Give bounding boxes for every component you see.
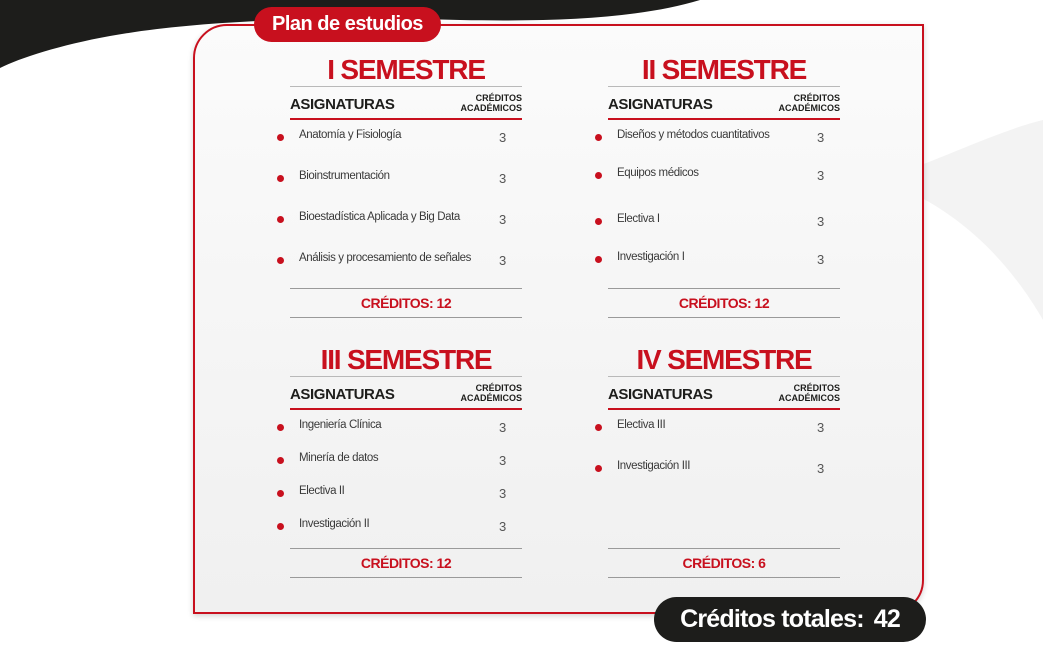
bullet-icon xyxy=(595,218,602,225)
course-name: Anatomía y Fisiología xyxy=(299,129,402,141)
course-name: Bioestadística Aplicada y Big Data xyxy=(299,211,460,223)
course-row xyxy=(595,213,827,233)
semester-title: I SEMESTRE xyxy=(327,54,485,85)
table-header xyxy=(290,376,522,410)
header-credits: CRÉDITOS ACADÉMICOS xyxy=(778,383,840,403)
bullet-icon xyxy=(595,465,602,472)
plan-label: Plan de estudios xyxy=(254,7,441,42)
course-row xyxy=(595,460,827,480)
course-credits: 3 xyxy=(817,168,825,183)
bullet-icon xyxy=(277,257,284,264)
header-subjects: ASIGNATURAS xyxy=(608,96,713,113)
bullet-icon xyxy=(277,457,284,464)
semester-4 xyxy=(608,345,840,580)
course-credits: 3 xyxy=(499,486,507,501)
course-credits: 3 xyxy=(499,171,507,186)
bullet-icon xyxy=(277,216,284,223)
course-name: Ingeniería Clínica xyxy=(299,419,382,431)
semester-credits-total: CRÉDITOS: 12 xyxy=(290,548,522,578)
total-credits-badge xyxy=(654,597,926,642)
course-credits: 3 xyxy=(817,461,825,476)
table-header xyxy=(608,376,840,410)
course-credits: 3 xyxy=(499,453,507,468)
total-credits-label: Créditos totales: xyxy=(680,605,864,633)
bullet-icon xyxy=(277,175,284,182)
semester-2 xyxy=(608,55,840,320)
semester-title: IV SEMESTRE xyxy=(636,344,812,375)
header-credits: CRÉDITOS ACADÉMICOS xyxy=(778,93,840,113)
header-credits: CRÉDITOS ACADÉMICOS xyxy=(460,93,522,113)
semester-credits-total: CRÉDITOS: 6 xyxy=(608,548,840,578)
bullet-icon xyxy=(277,523,284,530)
course-row xyxy=(277,211,509,231)
bullet-icon xyxy=(277,490,284,497)
course-credits: 3 xyxy=(817,420,825,435)
course-credits: 3 xyxy=(499,420,507,435)
semester-1 xyxy=(290,55,522,320)
table-header xyxy=(290,86,522,120)
course-row xyxy=(595,251,827,271)
table-header xyxy=(608,86,840,120)
course-name: Electiva III xyxy=(617,419,666,431)
course-row xyxy=(595,419,827,439)
course-name: Electiva I xyxy=(617,213,660,225)
course-credits: 3 xyxy=(817,252,825,267)
course-row xyxy=(595,129,827,149)
course-name: Investigación II xyxy=(299,518,370,530)
course-name: Electiva II xyxy=(299,485,345,497)
course-name: Minería de datos xyxy=(299,452,379,464)
course-name: Investigación I xyxy=(617,251,685,263)
course-credits: 3 xyxy=(499,253,507,268)
bullet-icon xyxy=(595,134,602,141)
course-row xyxy=(277,452,509,472)
course-row xyxy=(277,518,509,538)
course-name: Equipos médicos xyxy=(617,167,699,179)
course-row xyxy=(277,419,509,439)
course-row xyxy=(277,170,509,190)
course-name: Diseños y métodos cuantitativos xyxy=(617,129,770,141)
course-credits: 3 xyxy=(817,214,825,229)
bullet-icon xyxy=(595,256,602,263)
course-name: Análisis y procesamiento de señales xyxy=(299,252,472,264)
header-subjects: ASIGNATURAS xyxy=(290,96,395,113)
semester-title: III SEMESTRE xyxy=(320,344,492,375)
course-row xyxy=(595,167,827,187)
bullet-icon xyxy=(277,424,284,431)
bullet-icon xyxy=(595,424,602,431)
course-credits: 3 xyxy=(499,212,507,227)
total-credits-value: 42 xyxy=(873,605,900,633)
header-credits: CRÉDITOS ACADÉMICOS xyxy=(460,383,522,403)
semester-credits-total: CRÉDITOS: 12 xyxy=(290,288,522,318)
bullet-icon xyxy=(595,172,602,179)
header-subjects: ASIGNATURAS xyxy=(290,386,395,403)
course-row xyxy=(277,485,509,505)
header-subjects: ASIGNATURAS xyxy=(608,386,713,403)
course-credits: 3 xyxy=(817,130,825,145)
semester-3 xyxy=(290,345,522,580)
course-row xyxy=(277,252,509,272)
semester-title: II SEMESTRE xyxy=(641,54,807,85)
bullet-icon xyxy=(277,134,284,141)
course-name: Bioinstrumentación xyxy=(299,170,390,182)
semester-credits-total: CRÉDITOS: 12 xyxy=(608,288,840,318)
course-credits: 3 xyxy=(499,519,507,534)
course-name: Investigación III xyxy=(617,460,691,472)
course-credits: 3 xyxy=(499,130,507,145)
course-row xyxy=(277,129,509,149)
